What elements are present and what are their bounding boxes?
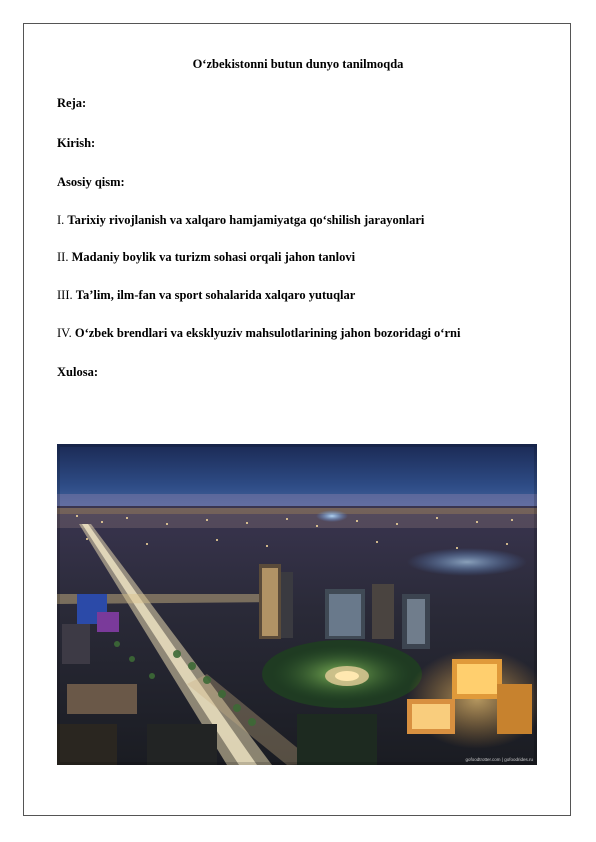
main-part-heading: Asosiy qism: [57,175,125,189]
section-numeral: II. [57,250,69,264]
photo-credit: gofoodtrotter.com | gofoodrides.ru [465,757,533,762]
section-text: Ta’lim, ilm-fan va sport sohalarida xalqaro yutuqlar [75,288,356,302]
section-item-1 [57,213,424,228]
section-numeral: I. [57,213,65,227]
document-title: O‘zbekistonni butun dunyo tanilmoqda [192,57,404,71]
section-item-3 [57,288,355,303]
section-text: Madaniy boylik va turizm sohasi orqali jahon tanlovi [71,250,356,264]
section-numeral: IV. [57,326,72,340]
section-item-2 [57,250,355,265]
section-text: Tarixiy rivojlanish va xalqaro hamjamiyatga qo‘shilish jarayonlari [67,213,425,227]
section-text: O‘zbek brendlari va eksklyuziv mahsulotlarining jahon bozoridagi o‘rni [74,326,461,340]
city-night-photo [57,444,537,765]
intro-heading: Kirish: [57,136,96,150]
section-item-4 [57,326,460,341]
conclusion-heading: Xulosa: [57,365,98,379]
section-numeral: III. [57,288,73,302]
plan-heading: Reja: [57,96,87,110]
